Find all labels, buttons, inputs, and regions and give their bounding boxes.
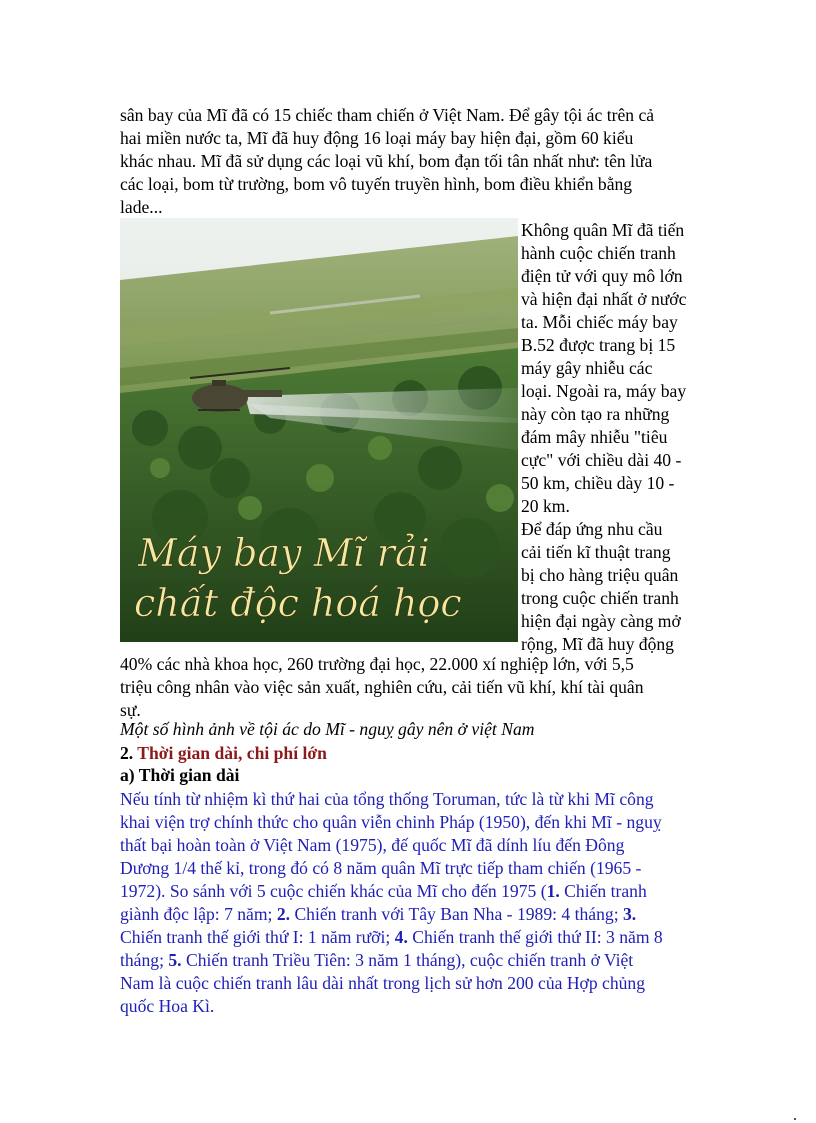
text-line: 40% các nhà khoa học, 260 trường đại học, 22.000 xí nghiệp lớn, với 5,5	[120, 654, 634, 674]
text-line: hành cuộc chiến tranh	[521, 243, 676, 263]
text-run: Chiến tranh	[559, 881, 647, 901]
text-run: thất bại hoàn toàn ở Việt Nam (1975), đế quốc Mĩ đã dính líu đến Đông	[120, 835, 625, 855]
text-run: Chiến tranh Triều Tiên: 3 năm 1 tháng), cuộc chiến tranh ở Việt	[181, 950, 634, 970]
text-line: trong cuộc chiến tranh	[521, 588, 679, 608]
image-caption: Một số hình ảnh về tội ác do Mĩ - nguỵ gây nên ở việt Nam	[120, 719, 535, 739]
text-run: 1972). So sánh với 5 cuộc chiến khác của Mĩ cho đến 1975 (	[120, 881, 547, 901]
photo-caption-line-1: Máy bay Mĩ rải	[138, 531, 430, 575]
photo-caption-line-2: chất độc hoá học	[134, 581, 462, 625]
photo-illustration	[120, 218, 518, 642]
list-number: 1.	[546, 881, 560, 901]
text-line	[120, 857, 720, 880]
text-line: rộng, Mĩ đã huy động	[521, 634, 674, 654]
text-run: tháng;	[120, 950, 169, 970]
text-line: 20 km.	[521, 496, 570, 516]
continuation-paragraph	[120, 653, 696, 722]
text-line	[120, 788, 720, 811]
text-line: máy gây nhiễu các	[521, 358, 653, 378]
text-line: bị cho hàng triệu quân	[521, 565, 679, 585]
text-line	[120, 811, 720, 834]
list-number: 2.	[276, 904, 291, 924]
intro-paragraph	[120, 104, 696, 219]
text-run: khai viện trợ chính thức cho quân viễn chinh Pháp (1950), đến khi Mĩ - nguỵ	[120, 812, 662, 832]
text-line	[120, 972, 720, 995]
list-number: 3.	[623, 904, 637, 924]
text-line	[120, 949, 720, 972]
text-line: các loại, bom từ trường, bom vô tuyến truyền hình, bom điều khiển bằng	[120, 174, 633, 194]
duration-paragraph	[120, 788, 720, 1018]
text-line: sự.	[120, 700, 141, 720]
text-line: B.52 được trang bị 15	[521, 335, 676, 355]
text-line: loại. Ngoài ra, máy bay	[521, 381, 687, 401]
text-line	[120, 903, 720, 926]
text-run: Dương 1/4 thế kỉ, trong đó có 8 năm quân Mĩ trực tiếp tham chiến (1965 -	[120, 858, 642, 878]
subsection-heading: a) Thời gian dài	[120, 765, 240, 785]
text-line: và hiện đại nhất ở nước	[521, 289, 687, 309]
text-line	[120, 880, 720, 903]
text-line: cải tiến kĩ thuật trang	[521, 542, 671, 562]
section-title: Thời gian dài, chi phí lớn	[137, 743, 327, 763]
section-heading	[120, 742, 327, 765]
page-corner-mark	[794, 1118, 796, 1120]
text-line: sân bay của Mĩ đã có 15 chiếc tham chiến ở Việt Nam. Để gây tội ác trên cả	[120, 105, 655, 125]
text-line: ta. Mỗi chiếc máy bay	[521, 312, 678, 332]
text-line: này còn tạo ra những	[521, 404, 670, 424]
text-run: giành độc lập: 7 năm;	[120, 904, 277, 924]
text-run: Chiến tranh với Tây Ban Nha - 1989: 4 tháng;	[290, 904, 623, 924]
text-line: Không quân Mĩ đã tiến	[521, 220, 685, 240]
section-number: 2.	[120, 743, 138, 763]
text-line	[120, 834, 720, 857]
text-run: Chiến tranh thế giới thứ I: 1 năm rưỡi;	[120, 927, 395, 947]
text-line	[120, 995, 720, 1018]
text-line: Để đáp ứng nhu cầu	[521, 519, 663, 539]
list-number: 4.	[394, 927, 408, 947]
text-line: đám mây nhiễu "tiêu	[521, 427, 668, 447]
text-run: Nếu tính từ nhiệm kì thứ hai của tổng thống Toruman, tức là từ khi Mĩ công	[120, 789, 654, 809]
text-line	[120, 926, 720, 949]
text-line: cực" với chiều dài 40 -	[521, 450, 682, 470]
text-line: hai miền nước ta, Mĩ đã huy động 16 loại máy bay hiện đại, gồm 60 kiểu	[120, 128, 634, 148]
text-line: 50 km, chiều dày 10 -	[521, 473, 675, 493]
text-line: điện tử với quy mô lớn	[521, 266, 683, 286]
text-line: lade...	[120, 197, 163, 217]
text-line: triệu công nhân vào việc sản xuất, nghiên cứu, cải tiến vũ khí, khí tài quân	[120, 677, 644, 697]
text-line: hiện đại ngày càng mở	[521, 611, 681, 631]
text-run: Nam là cuộc chiến tranh lâu dài nhất trong lịch sử hơn 200 của Hợp chủng	[120, 973, 646, 993]
helicopter-spraying-photo	[120, 218, 518, 642]
side-paragraph	[521, 219, 706, 656]
list-number: 5.	[168, 950, 182, 970]
text-run: Chiến tranh thế giới thứ II: 3 năm 8	[407, 927, 663, 947]
text-line: khác nhau. Mĩ đã sử dụng các loại vũ khí, bom đạn tối tân nhất như: tên lửa	[120, 151, 653, 171]
text-run: quốc Hoa Kì.	[120, 996, 215, 1016]
